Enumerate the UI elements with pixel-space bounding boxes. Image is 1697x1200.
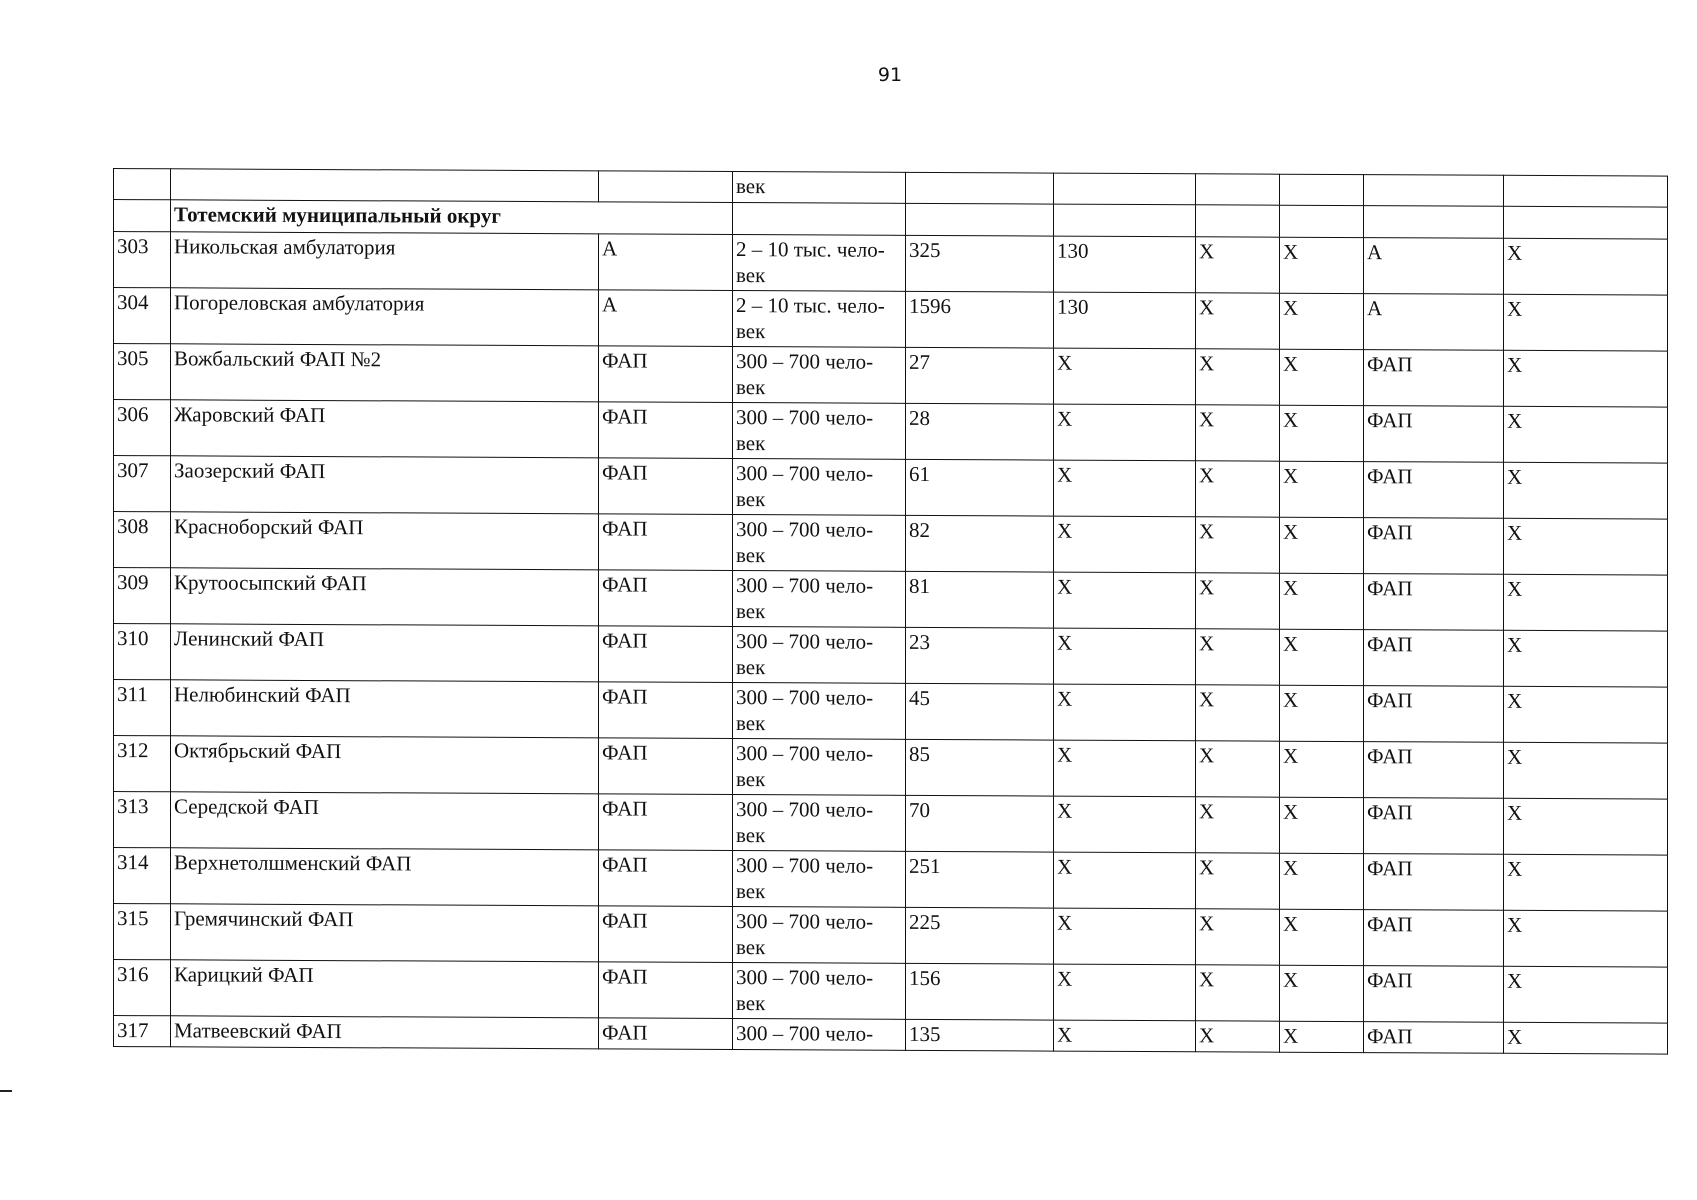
cell-count: 70: [906, 795, 1054, 852]
table-row: [114, 400, 1668, 464]
cell-population: 300 – 700 чело-век: [733, 459, 906, 516]
cell-count: 251: [906, 851, 1054, 908]
cell-c7: [1196, 205, 1280, 237]
cell-type: ФАП: [599, 962, 733, 1019]
cell-c8: Х: [1280, 853, 1364, 909]
cell-num: 315: [114, 904, 171, 960]
cell-c9: ФАП: [1364, 798, 1504, 855]
cell-c9: ФАП: [1364, 742, 1504, 799]
cell-c6: Х: [1054, 796, 1196, 853]
cell-population: 300 – 700 чело-век: [733, 683, 906, 740]
cell-count: 45: [906, 683, 1054, 740]
cell-c10: Х: [1504, 966, 1668, 1023]
cell-c9: ФАП: [1364, 406, 1504, 463]
cell-c9: ФАП: [1364, 350, 1504, 407]
cell-c6: Х: [1054, 852, 1196, 909]
cell-num: 312: [114, 736, 171, 792]
cell-c7: Х: [1196, 853, 1280, 909]
cell-c8: Х: [1280, 349, 1364, 405]
cell-c8: Х: [1280, 965, 1364, 1021]
cell-c10: Х: [1504, 1022, 1668, 1054]
cell-name: Гремячинский ФАП: [171, 904, 599, 962]
page-number: 91: [877, 64, 903, 86]
cell-c7: Х: [1196, 349, 1280, 405]
cell-num: 311: [114, 680, 171, 736]
cell-population: 300 – 700 чело-век: [733, 739, 906, 796]
cell-c10: Х: [1504, 798, 1668, 855]
cell-count: 61: [906, 459, 1054, 516]
cell-c9: ФАП: [1364, 1022, 1504, 1054]
cell-type: ФАП: [599, 906, 733, 963]
cell-type: ФАП: [599, 402, 733, 459]
cell-c8: Х: [1280, 1021, 1364, 1052]
cell-name: Заозерский ФАП: [171, 456, 599, 514]
cell-c6: Х: [1054, 460, 1196, 517]
cell-c8: Х: [1280, 741, 1364, 797]
cell-type: [599, 171, 733, 203]
cell-c10: Х: [1504, 574, 1668, 631]
cell-name: Нелюбинский ФАП: [171, 680, 599, 738]
table-row: [114, 904, 1668, 968]
cell-c9: ФАП: [1364, 518, 1504, 575]
cell-c7: Х: [1196, 461, 1280, 517]
table-row: [114, 512, 1668, 576]
cell-num: 314: [114, 848, 171, 904]
cell-c7: Х: [1196, 965, 1280, 1021]
cell-c7: Х: [1196, 685, 1280, 741]
cell-count: 82: [906, 515, 1054, 572]
cell-c7: Х: [1196, 741, 1280, 797]
cell-c8: Х: [1280, 629, 1364, 685]
cell-c6: Х: [1054, 908, 1196, 965]
cell-type: ФАП: [599, 794, 733, 851]
cell-c9: ФАП: [1364, 910, 1504, 967]
district-title: Тотемский муниципальный округ: [171, 200, 733, 235]
cell-population: 300 – 700 чело-век: [733, 515, 906, 572]
cell-c6: [1054, 173, 1196, 205]
table-row: [114, 344, 1668, 408]
cell-c6: Х: [1054, 348, 1196, 405]
cell-c6: Х: [1054, 964, 1196, 1021]
cell-c8: Х: [1280, 237, 1364, 293]
table-row: [114, 624, 1668, 688]
cell-population: век: [733, 172, 906, 204]
cell-c9: [1364, 206, 1504, 239]
cell-c7: [1196, 174, 1280, 205]
cell-count: 156: [906, 963, 1054, 1020]
cell-name: [171, 169, 599, 202]
cell-population: 300 – 700 чело-век: [733, 347, 906, 404]
cell-c9: А: [1364, 294, 1504, 351]
cell-type: ФАП: [599, 682, 733, 739]
cell-num: [114, 169, 171, 200]
cell-count: 28: [906, 403, 1054, 460]
cell-population: 2 – 10 тыс. чело-век: [733, 235, 906, 292]
table-row: [114, 232, 1668, 296]
cell-count: 225: [906, 907, 1054, 964]
cell-c10: Х: [1504, 686, 1668, 743]
cell-num: 307: [114, 456, 171, 512]
cell-c7: Х: [1196, 909, 1280, 965]
cell-population: 300 – 700 чело-век: [733, 571, 906, 628]
cell-population: 300 – 700 чело-век: [733, 963, 906, 1020]
cell-c9: А: [1364, 238, 1504, 295]
table-row: [114, 288, 1668, 352]
cell-c9: ФАП: [1364, 630, 1504, 687]
cell-c9: ФАП: [1364, 574, 1504, 631]
cell-c10: Х: [1504, 462, 1668, 519]
cell-type: ФАП: [599, 458, 733, 515]
cell-c9: ФАП: [1364, 462, 1504, 519]
cell-c6: 130: [1054, 292, 1196, 349]
cell-type: ФАП: [599, 626, 733, 683]
cell-c10: Х: [1504, 630, 1668, 687]
cell-num: 303: [114, 232, 171, 288]
table-row: [114, 792, 1668, 856]
cell-name: Октябрьский ФАП: [171, 736, 599, 794]
cell-population: 300 – 700 чело-век: [733, 907, 906, 964]
cell-name: Ленинский ФАП: [171, 624, 599, 682]
cell-c6: Х: [1054, 628, 1196, 685]
facilities-table: [113, 168, 1668, 1055]
margin-mark: [0, 1090, 12, 1092]
cell-c10: Х: [1504, 294, 1668, 351]
cell-c6: 130: [1054, 236, 1196, 293]
cell-population: 300 – 700 чело-век: [733, 403, 906, 460]
cell-name: Середской ФАП: [171, 792, 599, 850]
cell-c8: [1280, 174, 1364, 205]
cell-c9: [1364, 175, 1504, 207]
cell-c6: Х: [1054, 404, 1196, 461]
cell-num: 310: [114, 624, 171, 680]
cell-c10: Х: [1504, 854, 1668, 911]
cell-count: 85: [906, 739, 1054, 796]
cell-count: 135: [906, 1019, 1054, 1051]
cell-c8: Х: [1280, 517, 1364, 573]
cell-population: 300 – 700 чело-: [733, 1019, 906, 1051]
cell-c8: Х: [1280, 293, 1364, 349]
cell-c10: Х: [1504, 406, 1668, 463]
cell-type: ФАП: [599, 346, 733, 403]
table-row: [114, 1016, 1668, 1055]
cell-name: Жаровский ФАП: [171, 400, 599, 458]
cell-c9: ФАП: [1364, 966, 1504, 1023]
cell-c7: Х: [1196, 797, 1280, 853]
cell-count: 27: [906, 347, 1054, 404]
cell-population: 300 – 700 чело-век: [733, 851, 906, 908]
cell-c10: Х: [1504, 518, 1668, 575]
cell-c6: Х: [1054, 740, 1196, 797]
cell-c7: Х: [1196, 405, 1280, 461]
cell-name: Верхнетолшменский ФАП: [171, 848, 599, 906]
table-row: [114, 848, 1668, 912]
cell-num: 317: [114, 1016, 171, 1047]
cell-c8: [1280, 205, 1364, 237]
cell-c9: ФАП: [1364, 854, 1504, 911]
cell-name: Вожбальский ФАП №2: [171, 344, 599, 402]
cell-c8: Х: [1280, 909, 1364, 965]
cell-c8: Х: [1280, 405, 1364, 461]
cell-c10: [1504, 175, 1668, 207]
cell-c7: Х: [1196, 237, 1280, 293]
cell-num: 309: [114, 568, 171, 624]
cell-c8: Х: [1280, 573, 1364, 629]
cell-name: Матвеевский ФАП: [171, 1016, 599, 1049]
cell-num: 316: [114, 960, 171, 1016]
table-row: [114, 680, 1668, 744]
cell-type: ФАП: [599, 738, 733, 795]
cell-type: ФАП: [599, 1018, 733, 1050]
table-row: [114, 960, 1668, 1024]
cell-count: 23: [906, 627, 1054, 684]
cell-population: 2 – 10 тыс. чело-век: [733, 291, 906, 348]
table-row: [114, 736, 1668, 800]
cell-count: 325: [906, 235, 1054, 292]
cell-c7: Х: [1196, 629, 1280, 685]
cell-num: 308: [114, 512, 171, 568]
cell-type: ФАП: [599, 514, 733, 571]
cell-type: ФАП: [599, 850, 733, 907]
cell-c9: ФАП: [1364, 686, 1504, 743]
cell-c6: Х: [1054, 516, 1196, 573]
cell-c10: Х: [1504, 742, 1668, 799]
cell-name: Карицкий ФАП: [171, 960, 599, 1018]
cell-name: Никольская амбулатория: [171, 232, 599, 290]
cell-c10: Х: [1504, 238, 1668, 295]
cell-c10: Х: [1504, 910, 1668, 967]
cell-c6: Х: [1054, 684, 1196, 741]
cell-c8: Х: [1280, 685, 1364, 741]
cell-num: [114, 200, 171, 232]
table-row: [114, 456, 1668, 520]
cell-name: Погореловская амбулатория: [171, 288, 599, 346]
cell-type: А: [599, 234, 733, 291]
cell-c10: [1504, 206, 1668, 239]
cell-c8: Х: [1280, 797, 1364, 853]
cell-num: 306: [114, 400, 171, 456]
cell-count: 81: [906, 571, 1054, 628]
cell-c7: Х: [1196, 517, 1280, 573]
cell-population: 300 – 700 чело-век: [733, 795, 906, 852]
cell-name: Крутоосыпский ФАП: [171, 568, 599, 626]
cell-c10: Х: [1504, 350, 1668, 407]
cell-c6: [1054, 204, 1196, 237]
cell-count: [906, 203, 1054, 236]
cell-type: ФАП: [599, 570, 733, 627]
cell-c6: Х: [1054, 1020, 1196, 1052]
cell-c7: Х: [1196, 573, 1280, 629]
cell-num: 305: [114, 344, 171, 400]
cell-c7: Х: [1196, 1021, 1280, 1052]
cell-type: А: [599, 290, 733, 347]
cell-num: 313: [114, 792, 171, 848]
cell-c8: Х: [1280, 461, 1364, 517]
cell-count: [906, 172, 1054, 204]
cell-num: 304: [114, 288, 171, 344]
cell-name: Красноборский ФАП: [171, 512, 599, 570]
cell-population: 300 – 700 чело-век: [733, 627, 906, 684]
cell-c6: Х: [1054, 572, 1196, 629]
table-row: [114, 568, 1668, 632]
cell-count: 1596: [906, 291, 1054, 348]
cell-c7: Х: [1196, 293, 1280, 349]
cell-population: [733, 203, 906, 236]
